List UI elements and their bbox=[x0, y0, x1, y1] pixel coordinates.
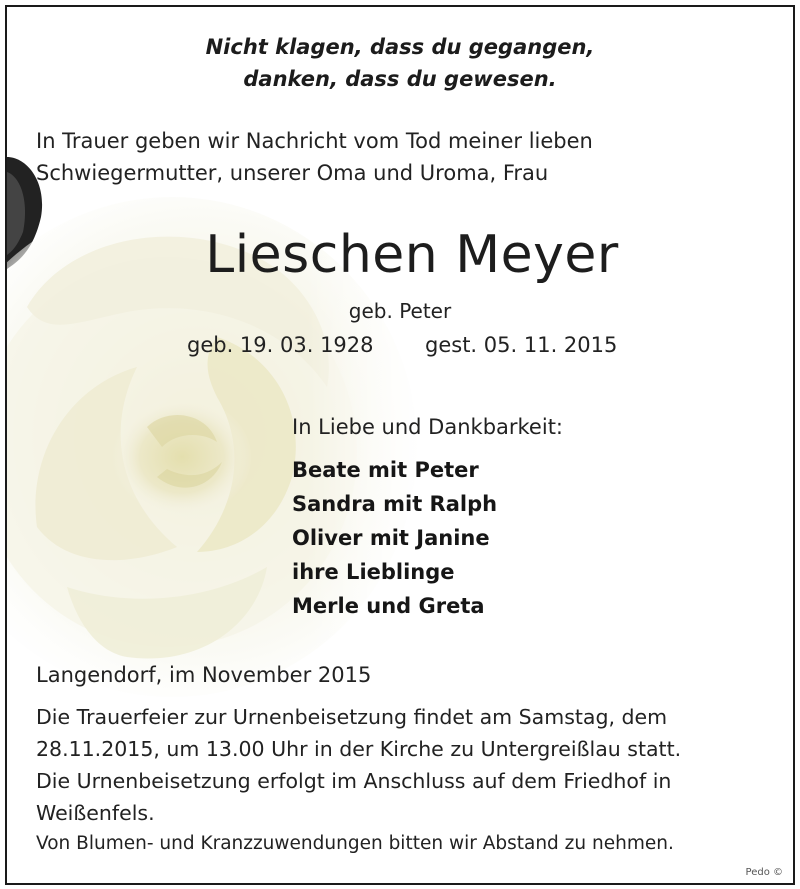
motto bbox=[7, 31, 793, 95]
motto-line-2: danken, dass du gewesen. bbox=[243, 67, 557, 91]
flower-note: Von Blumen- und Kranzzuwendungen bitten wir Abstand zu nehmen. bbox=[36, 833, 674, 854]
funeral-line-3: Die Urnenbeisetzung erfolgt im Anschluss auf dem Friedhof in bbox=[36, 769, 672, 793]
maiden-name: geb. Peter bbox=[348, 299, 452, 323]
birth-date: geb. 19. 03. 1928 bbox=[187, 333, 374, 357]
copyright: Pedo © bbox=[745, 867, 783, 878]
deceased-name: Lieschen Meyer bbox=[205, 225, 619, 285]
obituary-card bbox=[5, 5, 795, 885]
funeral-line-4: Weißenfels. bbox=[36, 801, 155, 825]
mourners-list bbox=[292, 453, 497, 623]
list-item: Sandra mit Ralph bbox=[292, 492, 498, 516]
list-item: Oliver mit Janine bbox=[292, 526, 490, 550]
intro-line-2: Schwiegermutter, unserer Oma und Uroma, Frau bbox=[36, 161, 549, 185]
funeral-details bbox=[36, 701, 776, 829]
funeral-line-2: 28.11.2015, um 13.00 Uhr in der Kirche zu Untergreißlau statt. bbox=[36, 737, 682, 761]
funeral-line-1: Die Trauerfeier zur Urnenbeisetzung findet am Samstag, dem bbox=[36, 705, 668, 729]
intro-line-1: In Trauer geben wir Nachricht vom Tod meiner lieben bbox=[36, 129, 593, 153]
list-item: Merle und Greta bbox=[292, 594, 485, 618]
list-item: Beate mit Peter bbox=[292, 458, 479, 482]
death-date: gest. 05. 11. 2015 bbox=[425, 333, 618, 357]
list-item: ihre Lieblinge bbox=[292, 560, 455, 584]
motto-line-1: Nicht klagen, dass du gegangen, bbox=[205, 35, 595, 59]
place-and-date: Langendorf, im November 2015 bbox=[36, 663, 372, 687]
intro-text bbox=[36, 125, 593, 189]
mourners-heading: In Liebe und Dankbarkeit: bbox=[292, 415, 564, 439]
